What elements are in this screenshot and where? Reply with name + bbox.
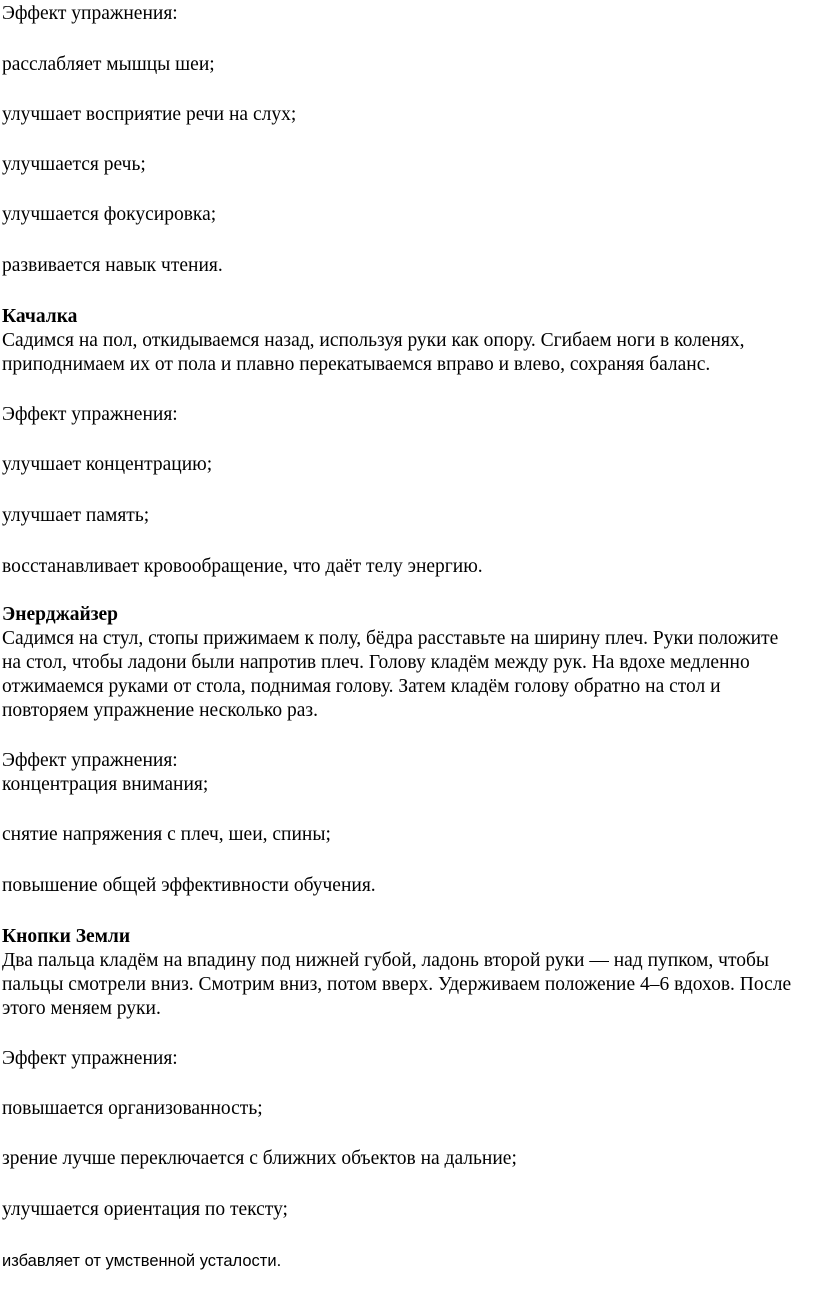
exercise-description-line: на стол, чтобы ладони были напротив плеч. Голову кладём между рук. На вдохе медленно bbox=[2, 652, 750, 673]
exercise-description-line: пальцы смотрели вниз. Смотрим вниз, потом вверх. Удерживаем положение 4–6 вдохов. После bbox=[2, 974, 792, 995]
effect-item: снятие напряжения с плеч, шеи, спины; bbox=[2, 824, 331, 845]
effect-item: расслабляет мышцы шеи; bbox=[2, 54, 215, 75]
exercise-description-line: Садимся на пол, откидываемся назад, используя руки как опору. Сгибаем ноги в коленях, bbox=[2, 330, 745, 351]
effect-item: зрение лучше переключается с ближних объектов на дальние; bbox=[2, 1148, 517, 1169]
effect-item: улучшает восприятие речи на слух; bbox=[2, 104, 297, 125]
exercise-title: Качалка bbox=[2, 306, 78, 327]
effect-item: избавляет от умственной усталости. bbox=[2, 1252, 282, 1270]
exercise-description-line: этого меняем руки. bbox=[2, 998, 161, 1019]
effect-item: восстанавливает кровообращение, что даёт телу энергию. bbox=[2, 556, 483, 577]
exercise-description-line: повторяем упражнение несколько раз. bbox=[2, 700, 318, 721]
exercise-description-line: Два пальца кладём на впадину под нижней губой, ладонь второй руки — над пупком, чтобы bbox=[2, 950, 769, 971]
exercise-title: Энерджайзер bbox=[2, 604, 119, 625]
effect-label: Эффект упражнения: bbox=[2, 1048, 178, 1069]
exercise-description-line: приподнимаем их от пола и плавно перекатываемся вправо и влево, сохраняя баланс. bbox=[2, 354, 711, 375]
effect-label: Эффект упражнения: bbox=[2, 404, 178, 425]
effect-label: Эффект упражнения: bbox=[2, 750, 178, 771]
effect-item: развивается навык чтения. bbox=[2, 255, 223, 276]
effect-item: улучшается речь; bbox=[2, 154, 146, 175]
effect-item: улучшается фокусировка; bbox=[2, 204, 217, 225]
exercise-description-line: Садимся на стул, стопы прижимаем к полу, бёдра расставьте на ширину плеч. Руки положите bbox=[2, 628, 779, 649]
effect-item: улучшает память; bbox=[2, 505, 150, 526]
exercise-title: Кнопки Земли bbox=[2, 926, 131, 947]
exercise-description-line: отжимаемся руками от стола, поднимая голову. Затем кладём голову обратно на стол и bbox=[2, 676, 721, 697]
effect-item: повышение общей эффективности обучения. bbox=[2, 875, 376, 896]
effect-item: улучшает концентрацию; bbox=[2, 454, 213, 475]
effect-item: повышается организованность; bbox=[2, 1098, 263, 1119]
effect-item: улучшается ориентация по тексту; bbox=[2, 1199, 288, 1220]
effect-item: концентрация внимания; bbox=[2, 774, 209, 795]
effect-label: Эффект упражнения: bbox=[2, 3, 178, 24]
